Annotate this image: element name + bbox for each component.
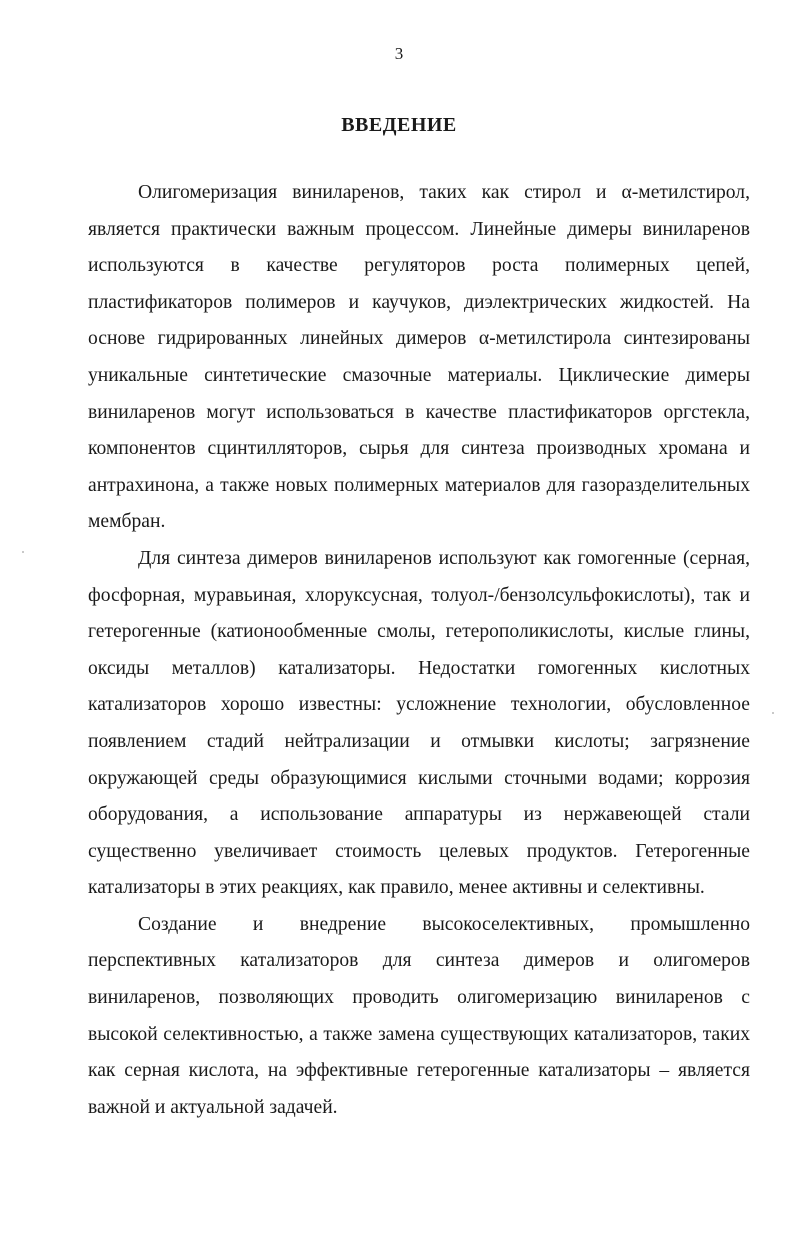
body-text (88, 175, 750, 1126)
paragraph-2: Для синтеза димеров виниларенов используют как гомогенные (серная, фосфорная, муравьиная, хлоруксусная, толуол-/бензолсульфокислоты), так и гетерогенные (катионообменные смолы, гетерополикислоты, кислые глины, оксиды металлов) катализаторы. Недостатки гомогенных кислотных катализаторов хорошо известны: усложнение технологии, обусловленное появлением стадий нейтрализации и отмывки кислоты; загрязнение окружающей среды образующимися кислыми сточными водами; коррозия оборудования, а использование аппаратуры из нержавеющей стали существенно увеличивает стоимость целевых продуктов. Гетерогенные катализаторы в этих реакциях, как правило, менее активны и селективны. (88, 547, 750, 899)
scan-artifact (22, 551, 24, 553)
paragraph-3: Создание и внедрение высокоселективных, промышленно перспективных катализаторов для синтеза димеров и олигомеров виниларенов, позволяющих проводить олигомеризацию виниларенов с высокой селективностью, а также замена существующих катализаторов, таких как серная кислота, на эффективные гетерогенные катализаторы – является важной и актуальной задачей. (88, 913, 750, 1118)
page-number: 3 (394, 44, 404, 63)
scan-artifact (772, 712, 774, 714)
section-heading: ВВЕДЕНИЕ (341, 114, 457, 136)
paragraph-1: Олигомеризация виниларенов, таких как стирол и α-метилстирол, является практически важным процессом. Линейные димеры виниларенов используются в качестве регуляторов роста полимерных цепей, пластификаторов полимеров и каучуков, диэлектрических жидкостей. На основе гидрированных линейных димеров α-метилстирола синтезированы уникальные синтетические смазочные материалы. Циклические димеры виниларенов могут использоваться в качестве пластификаторов оргстекла, компонентов сцинтилляторов, сырья для синтеза производных хромана и антрахинона, а также новых полимерных материалов для газоразделительных мембран. (88, 182, 750, 533)
